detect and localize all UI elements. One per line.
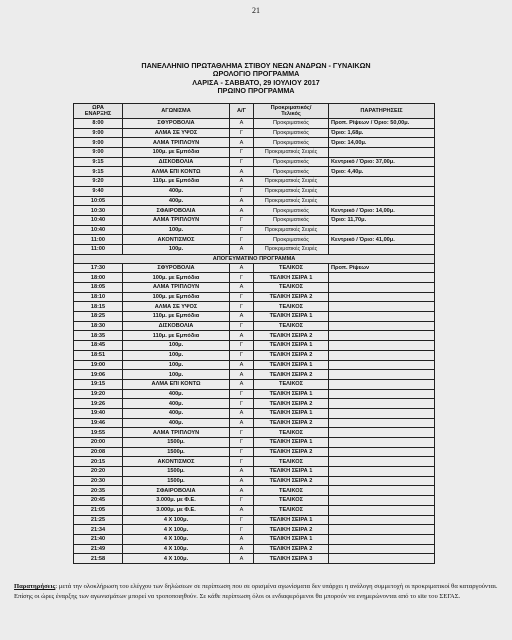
cell-group: Γ [230, 389, 254, 399]
cell-event: 400μ. [123, 408, 230, 418]
cell-time: 9:20 [74, 177, 123, 187]
cell-phase: ΤΕΛΙΚΗ ΣΕΙΡΑ 2 [254, 370, 329, 380]
cell-group: Γ [230, 225, 254, 235]
cell-time: 19:15 [74, 379, 123, 389]
table-row [74, 418, 435, 428]
cell-time: 21:25 [74, 515, 123, 525]
cell-time: 10:40 [74, 215, 123, 225]
cell-event: ΑΛΜΑ ΣΕ ΥΨΟΣ [123, 128, 230, 138]
cell-time: 21:34 [74, 525, 123, 535]
cell-time: 10:05 [74, 196, 123, 206]
cell-event: 100μ. με Εμπόδια [123, 148, 230, 158]
cell-note [329, 312, 435, 322]
cell-group: Α [230, 331, 254, 341]
cell-phase: ΤΕΛΙΚΗ ΣΕΙΡΑ 1 [254, 534, 329, 544]
schedule-table [73, 103, 435, 564]
cell-phase: ΤΕΛΙΚΗ ΣΕΙΡΑ 2 [254, 525, 329, 535]
header-notes: ΠΑΡΑΤΗΡΗΣΕΙΣ [329, 104, 435, 119]
cell-note [329, 534, 435, 544]
cell-time: 21:58 [74, 554, 123, 564]
cell-group: Α [230, 408, 254, 418]
cell-event: 1500μ. [123, 438, 230, 448]
cell-phase: ΤΕΛΙΚΗ ΣΕΙΡΑ 1 [254, 341, 329, 351]
cell-event: 100μ. με Εμπόδια [123, 292, 230, 302]
cell-group: Α [230, 379, 254, 389]
cell-group: Γ [230, 525, 254, 535]
cell-time: 18:45 [74, 341, 123, 351]
cell-time: 19:00 [74, 360, 123, 370]
header-start-time: ΩΡΑ ΕΝΑΡΞΗΣ [74, 104, 123, 119]
cell-event: ΑΚΟΝΤΙΣΜΟΣ [123, 235, 230, 245]
cell-group: Γ [230, 148, 254, 158]
cell-note [329, 457, 435, 467]
afternoon-section-row [74, 254, 435, 263]
cell-event: ΑΛΜΑ ΕΠΙ ΚΟΝΤΩ [123, 379, 230, 389]
table-row [74, 186, 435, 196]
cell-time: 10:40 [74, 225, 123, 235]
cell-time: 9:15 [74, 157, 123, 167]
cell-phase: ΤΕΛΙΚΗ ΣΕΙΡΑ 2 [254, 447, 329, 457]
cell-note [329, 196, 435, 206]
cell-note [329, 360, 435, 370]
cell-time: 10:30 [74, 206, 123, 216]
cell-event: ΔΙΣΚΟΒΟΛΙΑ [123, 157, 230, 167]
table-row [74, 447, 435, 457]
cell-phase: ΤΕΛΙΚΗ ΣΕΙΡΑ 1 [254, 273, 329, 283]
morning-rows [74, 119, 435, 255]
cell-group: Α [230, 486, 254, 496]
cell-event: 400μ. [123, 399, 230, 409]
cell-group: Γ [230, 215, 254, 225]
cell-time: 19:26 [74, 399, 123, 409]
cell-group: Γ [230, 273, 254, 283]
table-row [74, 408, 435, 418]
cell-note [329, 302, 435, 312]
cell-phase: Προκριματικός [254, 206, 329, 216]
cell-event: ΣΦΥΡΟΒΟΛΙΑ [123, 263, 230, 273]
cell-phase: ΤΕΛΙΚΗ ΣΕΙΡΑ 2 [254, 331, 329, 341]
cell-event: ΑΛΜΑ ΤΡΙΠΛΟΥΝ [123, 283, 230, 293]
table-row [74, 476, 435, 486]
cell-event: 110μ. με Εμπόδια [123, 331, 230, 341]
table-row [74, 341, 435, 351]
cell-time: 9:00 [74, 138, 123, 148]
table-row [74, 544, 435, 554]
cell-note [329, 476, 435, 486]
cell-time: 20:30 [74, 476, 123, 486]
cell-group: Γ [230, 186, 254, 196]
cell-note: Κεντρικό / Όριο: 14,00μ. [329, 206, 435, 216]
cell-time: 11:00 [74, 244, 123, 254]
cell-phase: Προκριματικές Σειρές [254, 186, 329, 196]
table-row [74, 457, 435, 467]
cell-phase: Προκριματικός [254, 235, 329, 245]
afternoon-section [74, 254, 435, 263]
cell-phase: ΤΕΛΙΚΟΣ [254, 302, 329, 312]
cell-note: Όριο: 4,40μ. [329, 167, 435, 177]
table-row [74, 554, 435, 564]
cell-group: Γ [230, 350, 254, 360]
cell-note [329, 177, 435, 187]
table-row [74, 515, 435, 525]
table-row [74, 379, 435, 389]
cell-event: 1500μ. [123, 467, 230, 477]
cell-time: 9:00 [74, 128, 123, 138]
cell-phase: Προκριματικές Σειρές [254, 148, 329, 158]
cell-note [329, 273, 435, 283]
table-row [74, 138, 435, 148]
cell-group: Α [230, 177, 254, 187]
cell-note [329, 496, 435, 506]
cell-event: 100μ. [123, 341, 230, 351]
cell-note [329, 283, 435, 293]
cell-time: 21:49 [74, 544, 123, 554]
cell-phase: ΤΕΛΙΚΟΣ [254, 457, 329, 467]
cell-phase: ΤΕΛΙΚΗ ΣΕΙΡΑ 3 [254, 554, 329, 564]
cell-phase: ΤΕΛΙΚΗ ΣΕΙΡΑ 1 [254, 389, 329, 399]
table-row [74, 283, 435, 293]
cell-group: Α [230, 476, 254, 486]
table-row [74, 505, 435, 515]
cell-event: 1500μ. [123, 476, 230, 486]
cell-event: ΑΛΜΑ ΤΡΙΠΛΟΥΝ [123, 138, 230, 148]
morning-program-title: ΠΡΩΙΝΟ ΠΡΟΓΡΑΜΜΑ [217, 85, 295, 95]
cell-event: 3.000μ. με Φ.Ε. [123, 496, 230, 506]
cell-event: 4 X 100μ. [123, 515, 230, 525]
cell-event: 4 X 100μ. [123, 544, 230, 554]
cell-time: 18:35 [74, 331, 123, 341]
cell-phase: Προκριματικές Σειρές [254, 177, 329, 187]
header-event: ΑΓΩΝΙΣΜΑ [123, 104, 230, 119]
document-heading [0, 62, 512, 95]
cell-note [329, 408, 435, 418]
cell-note [329, 505, 435, 515]
cell-phase: Προκριματικός [254, 157, 329, 167]
cell-phase: ΤΕΛΙΚΟΣ [254, 496, 329, 506]
cell-group: Γ [230, 457, 254, 467]
cell-phase: ΤΕΛΙΚΗ ΣΕΙΡΑ 2 [254, 418, 329, 428]
header-phase: Προκριματικός/ Τελικός [254, 104, 329, 119]
cell-phase: ΤΕΛΙΚΗ ΣΕΙΡΑ 2 [254, 350, 329, 360]
cell-note: Κεντρικό / Όριο: 41,00μ. [329, 235, 435, 245]
cell-group: Γ [230, 302, 254, 312]
cell-group: Α [230, 244, 254, 254]
cell-event: ΣΦΑΙΡΟΒΟΛΙΑ [123, 206, 230, 216]
cell-phase: Προκριματικός [254, 215, 329, 225]
championship-title: ΠΑΝΕΛΛΗΝΙΟ ΠΡΩΤΑΘΛΗΜΑ ΣΤΙΒΟΥ ΝΕΩΝ ΑΝΔΡΩΝ - ΓΥΝΑΙΚΩΝ [141, 61, 371, 70]
cell-group: Α [230, 544, 254, 554]
cell-event: 400μ. [123, 418, 230, 428]
table-row [74, 370, 435, 380]
cell-note [329, 418, 435, 428]
cell-time: 18:05 [74, 283, 123, 293]
table-row [74, 177, 435, 187]
cell-note: Όριο: 14,00μ. [329, 138, 435, 148]
cell-group: Α [230, 418, 254, 428]
cell-note [329, 341, 435, 351]
cell-note [329, 370, 435, 380]
cell-note [329, 554, 435, 564]
cell-group: Α [230, 167, 254, 177]
cell-time: 20:00 [74, 438, 123, 448]
cell-note [329, 148, 435, 158]
cell-note [329, 544, 435, 554]
table-row [74, 167, 435, 177]
table-row [74, 273, 435, 283]
venue-date: ΛΑΡΙΣΑ - ΣΑΒΒΑΤΟ, 29 ΙΟΥΛΙΟΥ 2017 [192, 77, 320, 87]
cell-note [329, 350, 435, 360]
cell-group: Γ [230, 447, 254, 457]
cell-phase: Προκριματικές Σειρές [254, 196, 329, 206]
table-row [74, 496, 435, 506]
cell-note [329, 186, 435, 196]
cell-event: 110μ. με Εμπόδια [123, 312, 230, 322]
table-row [74, 438, 435, 448]
page-number: 21 [252, 6, 260, 15]
cell-event: ΑΛΜΑ ΕΠΙ ΚΟΝΤΩ [123, 167, 230, 177]
footnote [14, 582, 498, 601]
cell-event: ΑΛΜΑ ΤΡΙΠΛΟΥΝ [123, 428, 230, 438]
cell-event: 400μ. [123, 196, 230, 206]
cell-note [329, 525, 435, 535]
cell-note [329, 331, 435, 341]
cell-time: 20:08 [74, 447, 123, 457]
cell-phase: Προκριματικός [254, 128, 329, 138]
cell-group: Γ [230, 496, 254, 506]
cell-phase: Προκριματικός [254, 138, 329, 148]
table-row [74, 360, 435, 370]
cell-time: 11:00 [74, 235, 123, 245]
afternoon-program-title: ΑΠΟΓΕΥΜΑΤΙΝΟ ΠΡΟΓΡΑΜΜΑ [74, 254, 435, 263]
cell-time: 9:00 [74, 148, 123, 158]
cell-note [329, 438, 435, 448]
cell-group: Α [230, 283, 254, 293]
cell-group: Α [230, 138, 254, 148]
cell-phase: ΤΕΛΙΚΗ ΣΕΙΡΑ 1 [254, 312, 329, 322]
cell-group: Α [230, 196, 254, 206]
cell-group: Γ [230, 157, 254, 167]
cell-group: Γ [230, 235, 254, 245]
cell-event: 400μ. [123, 186, 230, 196]
cell-group: Α [230, 119, 254, 129]
cell-time: 20:45 [74, 496, 123, 506]
cell-phase: ΤΕΛΙΚΗ ΣΕΙΡΑ 1 [254, 408, 329, 418]
table-row [74, 263, 435, 273]
cell-note [329, 292, 435, 302]
table-row [74, 525, 435, 535]
cell-time: 18:51 [74, 350, 123, 360]
cell-note [329, 225, 435, 235]
cell-group: Α [230, 370, 254, 380]
cell-time: 18:25 [74, 312, 123, 322]
cell-phase: ΤΕΛΙΚΗ ΣΕΙΡΑ 2 [254, 476, 329, 486]
table-row [74, 534, 435, 544]
cell-phase: ΤΕΛΙΚΗ ΣΕΙΡΑ 2 [254, 399, 329, 409]
cell-note [329, 428, 435, 438]
cell-phase: ΤΕΛΙΚΗ ΣΕΙΡΑ 1 [254, 467, 329, 477]
cell-group: Γ [230, 292, 254, 302]
cell-phase: ΤΕΛΙΚΗ ΣΕΙΡΑ 1 [254, 515, 329, 525]
cell-phase: ΤΕΛΙΚΟΣ [254, 505, 329, 515]
cell-time: 18:30 [74, 321, 123, 331]
cell-group: Γ [230, 515, 254, 525]
cell-phase: ΤΕΛΙΚΟΣ [254, 486, 329, 496]
cell-group: Α [230, 263, 254, 273]
cell-time: 18:00 [74, 273, 123, 283]
table-row [74, 215, 435, 225]
cell-time: 8:00 [74, 119, 123, 129]
cell-group: Α [230, 554, 254, 564]
cell-event: ΑΚΟΝΤΙΣΜΟΣ [123, 457, 230, 467]
cell-phase: Προκριματικός [254, 119, 329, 129]
cell-event: ΣΦΑΙΡΟΒΟΛΙΑ [123, 486, 230, 496]
cell-event: 100μ. [123, 244, 230, 254]
cell-event: ΣΦΥΡΟΒΟΛΙΑ [123, 119, 230, 129]
cell-time: 20:20 [74, 467, 123, 477]
footnote-label: Παρατηρήσεις [14, 583, 56, 590]
cell-group: Α [230, 206, 254, 216]
cell-phase: Προκριματικές Σειρές [254, 225, 329, 235]
table-row [74, 428, 435, 438]
schedule-title: ΩΡΟΛΟΓΙΟ ΠΡΟΓΡΑΜΜΑ [212, 69, 300, 79]
table-row [74, 225, 435, 235]
cell-time: 19:55 [74, 428, 123, 438]
table-header-row [74, 104, 435, 119]
cell-phase: ΤΕΛΙΚΗ ΣΕΙΡΑ 2 [254, 292, 329, 302]
cell-time: 20:35 [74, 486, 123, 496]
table-row [74, 350, 435, 360]
cell-event: 400μ. [123, 389, 230, 399]
cell-group: Α [230, 312, 254, 322]
table-row [74, 292, 435, 302]
cell-time: 9:40 [74, 186, 123, 196]
table-row [74, 244, 435, 254]
cell-time: 21:05 [74, 505, 123, 515]
cell-time: 9:15 [74, 167, 123, 177]
cell-note [329, 447, 435, 457]
cell-note [329, 515, 435, 525]
cell-group: Γ [230, 438, 254, 448]
cell-note: Όριο: 11,70μ. [329, 215, 435, 225]
table-row [74, 312, 435, 322]
table-row [74, 119, 435, 129]
cell-group: Α [230, 467, 254, 477]
cell-event: 100μ. με Εμπόδια [123, 273, 230, 283]
cell-time: 19:46 [74, 418, 123, 428]
cell-phase: Προκριματικός [254, 167, 329, 177]
table-row [74, 235, 435, 245]
cell-group: Α [230, 505, 254, 515]
cell-group: Γ [230, 428, 254, 438]
cell-time: 19:06 [74, 370, 123, 380]
cell-phase: ΤΕΛΙΚΟΣ [254, 283, 329, 293]
cell-note [329, 389, 435, 399]
cell-note [329, 467, 435, 477]
cell-event: ΑΛΜΑ ΤΡΙΠΛΟΥΝ [123, 215, 230, 225]
cell-phase: ΤΕΛΙΚΟΣ [254, 263, 329, 273]
cell-note [329, 486, 435, 496]
cell-phase: ΤΕΛΙΚΟΣ [254, 321, 329, 331]
afternoon-rows [74, 263, 435, 563]
cell-phase: ΤΕΛΙΚΗ ΣΕΙΡΑ 1 [254, 438, 329, 448]
cell-note: Προπ. Ρίψεων [329, 263, 435, 273]
table-row [74, 399, 435, 409]
cell-phase: Προκριματικές Σειρές [254, 244, 329, 254]
table-row [74, 467, 435, 477]
cell-event: ΑΛΜΑ ΣΕ ΥΨΟΣ [123, 302, 230, 312]
cell-event: 1500μ. [123, 447, 230, 457]
cell-time: 18:10 [74, 292, 123, 302]
table-row [74, 196, 435, 206]
cell-event: 100μ. [123, 370, 230, 380]
cell-time: 19:40 [74, 408, 123, 418]
cell-event: 4 X 100μ. [123, 534, 230, 544]
cell-group: Α [230, 360, 254, 370]
cell-group: Γ [230, 321, 254, 331]
cell-note: Όριο: 1,68μ. [329, 128, 435, 138]
cell-phase: ΤΕΛΙΚΗ ΣΕΙΡΑ 2 [254, 544, 329, 554]
table-row [74, 302, 435, 312]
table-row [74, 206, 435, 216]
table-row [74, 128, 435, 138]
header-group: Α/Γ [230, 104, 254, 119]
cell-event: 4 X 100μ. [123, 525, 230, 535]
table-row [74, 148, 435, 158]
cell-time: 18:15 [74, 302, 123, 312]
cell-phase: ΤΕΛΙΚΟΣ [254, 428, 329, 438]
cell-note [329, 399, 435, 409]
table-row [74, 389, 435, 399]
table-row [74, 486, 435, 496]
cell-phase: ΤΕΛΙΚΟΣ [254, 379, 329, 389]
cell-time: 19:20 [74, 389, 123, 399]
cell-group: Γ [230, 128, 254, 138]
table-row [74, 321, 435, 331]
footnote-text: : μετά την ολοκλήρωση του ελέγχου των δηλώσεων σε περίπτωση που σε ορισμένα αγωνίσματα δεν υπάρχει η ανάλογη συμμετοχή οι προκριματικοί θα καταργούνται. Επίσης οι ώρες έναρξης των αγωνισμάτων μπορεί να τροποποιηθούν. Σε κάθε περίπτωση όλοι οι ενδιαφερόμενοι θα μπορούν να ενημερώνονται από το site του ΣΕΓΑΣ. [14, 583, 498, 600]
cell-event: 100μ. [123, 350, 230, 360]
cell-event: 100μ. [123, 225, 230, 235]
cell-time: 20:15 [74, 457, 123, 467]
cell-group: Α [230, 534, 254, 544]
table-row [74, 331, 435, 341]
cell-phase: ΤΕΛΙΚΗ ΣΕΙΡΑ 1 [254, 360, 329, 370]
cell-time: 21:40 [74, 534, 123, 544]
cell-note [329, 379, 435, 389]
cell-event: ΔΙΣΚΟΒΟΛΙΑ [123, 321, 230, 331]
cell-event: 100μ. [123, 360, 230, 370]
cell-event: 110μ. με Εμπόδια [123, 177, 230, 187]
cell-event: 3.000μ. με Φ.Ε. [123, 505, 230, 515]
cell-note: Κεντρικό / Όριο: 37,00μ. [329, 157, 435, 167]
cell-time: 17:30 [74, 263, 123, 273]
cell-note [329, 244, 435, 254]
cell-group: Γ [230, 341, 254, 351]
table-row [74, 157, 435, 167]
cell-note: Προπ. Ρίψεων / Όριο: 50,00μ. [329, 119, 435, 129]
cell-note [329, 321, 435, 331]
cell-group: Γ [230, 399, 254, 409]
cell-event: 4 X 100μ. [123, 554, 230, 564]
